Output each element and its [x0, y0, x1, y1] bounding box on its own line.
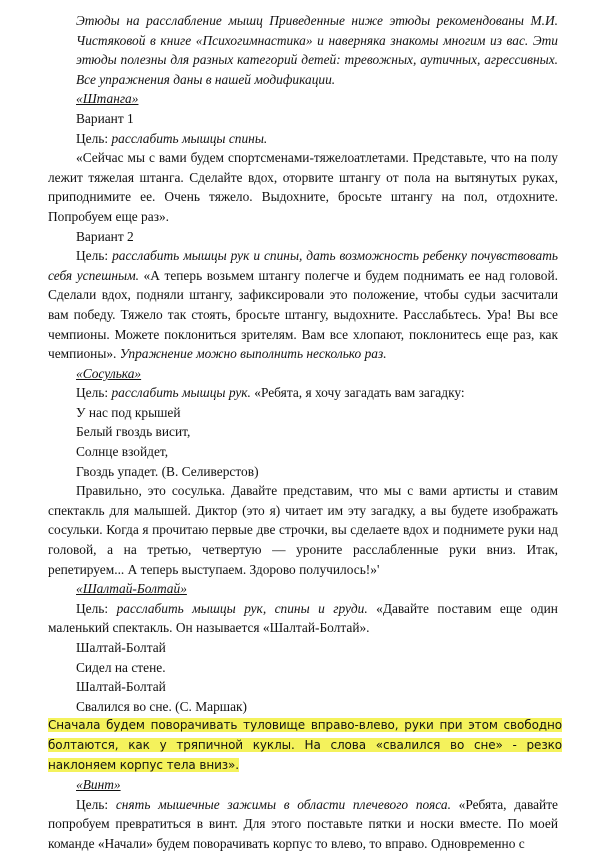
goal-tail: «Давайте поставим еще один маленький спектакль. Он называется «Шалтай-Болтай». — [48, 600, 558, 636]
intro-paragraph — [76, 11, 558, 89]
shtanga-title: «Штанга» — [76, 91, 139, 107]
intro-text: Этюды на расслабление мышц Приведенные ниже этюды рекомендованы М.И. Чистяковой в книге «Психогимнастика» и наверняка знакомы многим из вас. Эти этюды полезны для разных категорий детей: тревожных, аутичных, агрессивных. Все упражнения даны в нашей модификации. — [76, 13, 558, 87]
v2-body: «А теперь возьмем штангу полегче и будем поднимать ее над головой. Сделали вдох, подняли штангу, зафиксировали это положение, чтобы судьи засчитали вам победу. Тяжело так стоять, бросьте штангу, выдохните. Расслабьтесь. Ура! Вы все чемпионы. Можете поклониться зрителям. Вам все хлопают, поклонитесь еще раз, как чемпионы». — [48, 267, 558, 362]
highlighted-text: Сначала будем поворачивать туловище вправо-влево, руки при этом свободно болтаются, как у тряпичной куклы. На слова «свалился во сне» - резко наклоняем корпус тела вниз». — [48, 718, 562, 772]
vint-goal — [48, 795, 558, 854]
goal-text: расслабить мышцы спины. — [111, 130, 268, 146]
shtanga-variant1-label — [76, 109, 558, 129]
goal-text: расслабить мышцы рук, спины и груди. — [116, 600, 368, 616]
poem-line-text: Шалтай-Болтай — [76, 679, 166, 695]
poem-line-text: Солнце взойдет, — [76, 444, 169, 460]
goal-prefix: Цель: — [76, 796, 116, 812]
poem-line — [76, 677, 558, 697]
section-title-vint — [76, 775, 558, 795]
shaltay-goal — [48, 599, 558, 638]
shtanga-v2-text — [48, 246, 558, 364]
v2-note: Упражнение можно выполнить несколько раз. — [119, 346, 387, 362]
goal-text: расслабить мышцы рук и спины, дать возможность ребенку почувствовать себя успешным. — [48, 248, 558, 283]
goal-text: снять мышечные зажимы в области плечевого пояса. — [115, 796, 451, 812]
section-title-sosulka — [76, 364, 558, 384]
poem-line-text: Шалтай-Болтай — [76, 640, 166, 655]
document-body — [48, 11, 562, 854]
goal-prefix: Цель: — [76, 248, 113, 264]
goal-text: расслабить мышцы рук. — [111, 385, 251, 401]
sosulka-body: Правильно, это сосулька. Давайте представим, что мы с вами артисты и ставим спектакль для малышей. Диктор (это я) читает им эту загадку, а вы будете изображать сосульки. Когда я прочитаю первые две строчки, вы сделаете вдох и поднимете руки над головой, а на третью, четвертую — уроните расслабленные руки вниз. Итак, репетируем... А теперь выступаем. Здорово получилось!»' — [48, 483, 558, 577]
sosulka-text — [48, 481, 558, 579]
sosulka-title: «Сосулька» — [76, 365, 142, 381]
poem-line-text: Свалился во сне. (С. Маршак) — [76, 698, 247, 714]
shtanga-v1-goal — [76, 129, 558, 149]
poem-line-text: Гвоздь упадет. (В. Селиверстов) — [76, 463, 259, 479]
highlighted-instruction — [48, 716, 562, 775]
goal-prefix: Цель: — [76, 600, 117, 616]
goal-tail: «Ребята, давайте попробуем превратиться в винт. Для этого поставьте пятки и носки вместе. По моей команде «Начали» будем поворачивать корпус то влево, то вправо. Одновременно с — [48, 796, 558, 851]
poem-line — [76, 697, 558, 717]
section-title-shtanga — [76, 89, 558, 109]
goal-tail: «Ребята, я хочу загадать вам загадку: — [250, 385, 465, 401]
poem-line-text: У нас под крышей — [76, 404, 181, 420]
poem-line-text: Белый гвоздь висит, — [76, 424, 191, 440]
poem-line — [76, 422, 558, 442]
shaltay-title: «Шалтай-Болтай» — [76, 581, 187, 597]
sosulka-goal — [76, 383, 558, 403]
poem-line — [76, 462, 558, 482]
goal-prefix: Цель: — [76, 385, 112, 401]
poem-line — [76, 638, 558, 658]
poem-line — [76, 442, 558, 462]
section-title-shaltay — [76, 579, 558, 599]
poem-line-text: Сидел на стене. — [76, 659, 166, 675]
poem-line — [76, 658, 558, 678]
goal-prefix: Цель: — [76, 130, 112, 146]
shtanga-variant2-label — [76, 227, 558, 247]
v1-body: «Сейчас мы с вами будем спортсменами-тяжелоатлетами. Представьте, что на полу лежит тяжелая штанга. Сделайте вдох, оторвите штангу от пола на вытянутых руках, приподнимите ее. Очень тяжело. Выдохните, бросьте штангу на пол, отдохните. Попробуем еще раз». — [48, 150, 558, 224]
vint-title: «Винт» — [76, 777, 121, 793]
variant1-label: Вариант 1 — [76, 110, 134, 126]
variant2-label: Вариант 2 — [76, 228, 134, 244]
shtanga-v1-text — [48, 148, 558, 226]
poem-line — [76, 403, 558, 423]
